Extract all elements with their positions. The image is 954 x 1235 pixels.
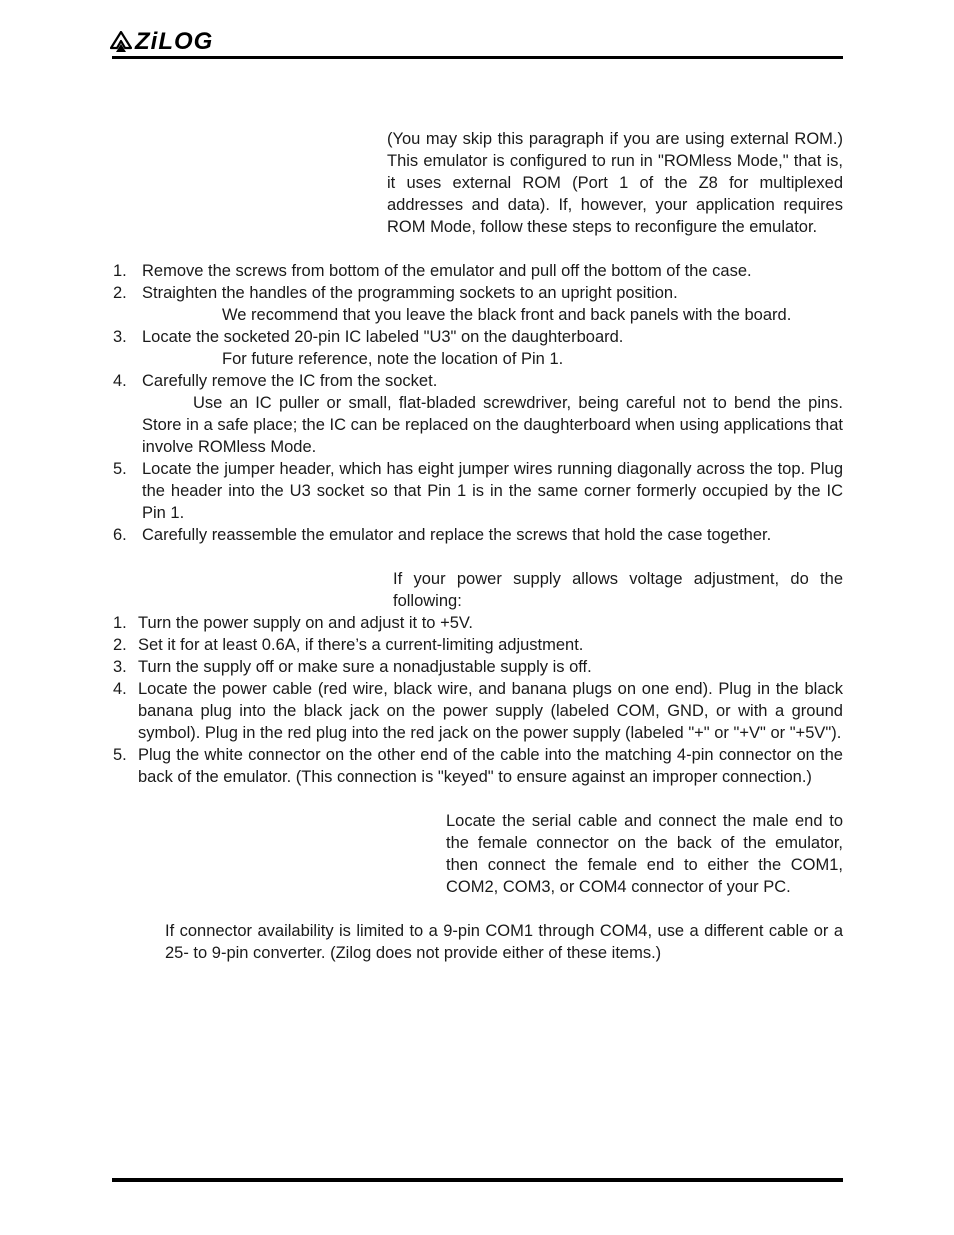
step-note: Use an IC puller or small, flat-bladed screwdriver, being careful not to bend the pins. Store in a safe place; the IC can be replaced on the daughterboard when using applications that involve ROMless Mode. [142, 394, 843, 456]
footer-divider [112, 1178, 843, 1182]
serial-intro: Locate the serial cable and connect the male end to the female connector on the back of the emulator, then connect the female end to either the COM1, COM2, COM3, or COM4 connector of your PC. [446, 812, 843, 896]
serial-note: If connector availability is limited to a 9-pin COM1 through COM4, use a different cable or a 25- to 9-pin converter. (Zilog does not provide either of these items.) [165, 922, 843, 962]
rom-mode-intro: (You may skip this paragraph if you are using external ROM.) This emulator is configured to run in "ROMless Mode," that is, it uses external ROM (Port 1 of the Z8 for multiplexed addresses and data). If, however, your application requires ROM Mode, follow these steps to reconfigure the emulator. [387, 130, 843, 236]
list-item: 2. Straighten the handles of the programming sockets to an upright position. We recommend that you leave the black front and back panels with the board. [113, 282, 843, 326]
list-item: 4. Locate the power cable (red wire, black wire, and banana plugs on one end). Plug in the black banana plug into the black jack on the power supply (labeled COM, GND, or with a ground symbol). Plug in the red plug into the red jack on the power supply (labeled "+" or "+V" or "+5V"). [113, 680, 843, 742]
list-item: 2. Set it for at least 0.6A, if there’s a current-limiting adjustment. [113, 636, 584, 654]
zilog-logo [110, 30, 213, 54]
list-item: 1. Turn the power supply on and adjust it to +5V. [113, 614, 473, 632]
list-item: 4. Carefully remove the IC from the socket. Use an IC puller or small, flat-bladed screwdriver, being careful not to bend the pins. Store in a safe place; the IC can be replaced on the daughterboard when using applications that involve ROMless Mode. [113, 372, 843, 456]
list-item: 3. Locate the socketed 20-pin IC labeled "U3" on the daughterboard. For future reference, note the location of Pin 1. [113, 326, 843, 370]
list-item: 5. Plug the white connector on the other end of the cable into the matching 4-pin connector on the back of the emulator. (This connection is "keyed" to ensure against an improper connection.) [113, 746, 843, 786]
list-item: 6. Carefully reassemble the emulator and replace the screws that hold the case together. [113, 526, 772, 544]
zilog-logo-icon [110, 31, 132, 53]
step-note: For future reference, note the location of Pin 1. [222, 350, 564, 368]
logo-wordmark: ZiLOG [135, 28, 214, 55]
power-steps [113, 612, 843, 788]
list-item: 5. Locate the jumper header, which has eight jumper wires running diagonally across the top. Plug the header into the U3 socket so that Pin 1 is in the same corner formerly occupied by the IC Pin 1. [113, 460, 843, 522]
step-note: We recommend that you leave the black front and back panels with the board. [222, 306, 792, 324]
rom-mode-steps [113, 260, 843, 546]
list-item: 3. Turn the supply off or make sure a nonadjustable supply is off. [113, 658, 592, 676]
header-divider [112, 56, 843, 59]
list-item: 1. Remove the screws from bottom of the emulator and pull off the bottom of the case. [113, 262, 752, 280]
power-intro: If your power supply allows voltage adjustment, do the following: [393, 570, 843, 610]
document-body [113, 128, 843, 964]
